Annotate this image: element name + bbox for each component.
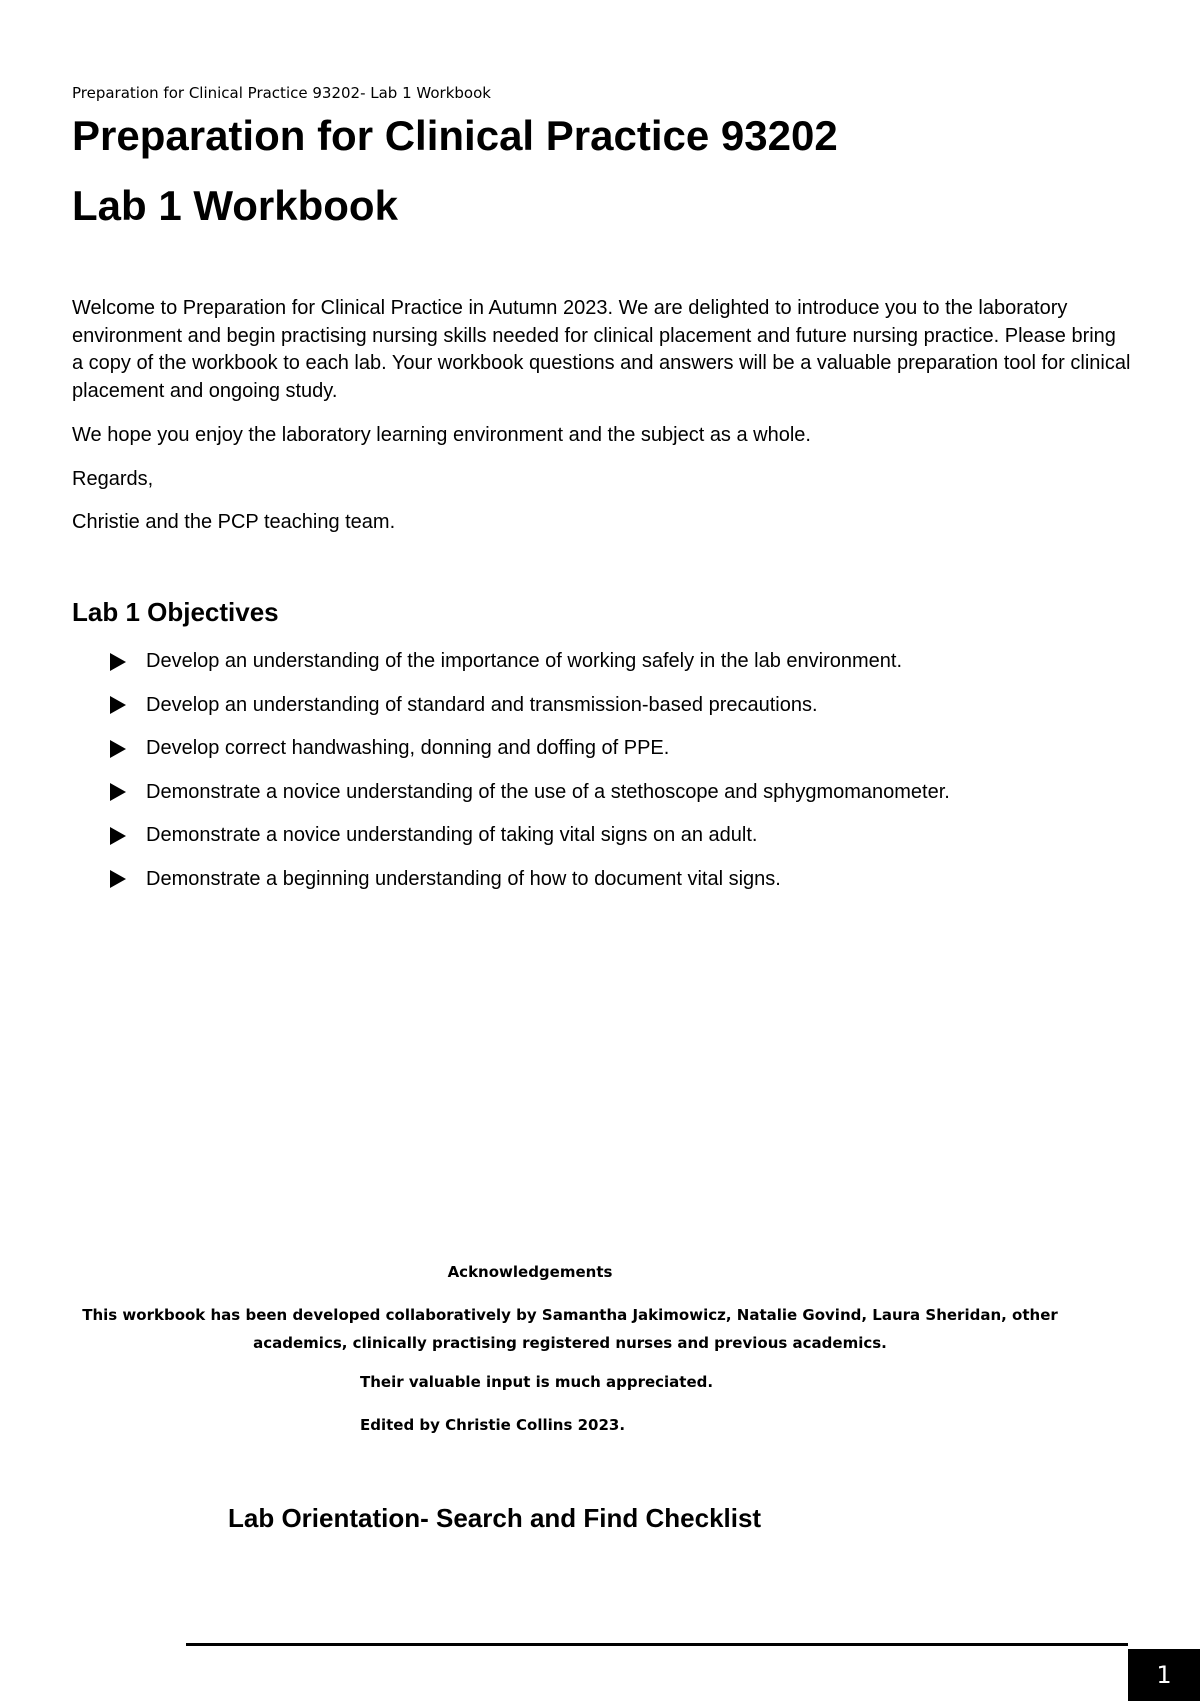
hope-paragraph: We hope you enjoy the laboratory learning environment and the subject as a whole.: [72, 424, 811, 446]
objective-text: Develop an understanding of standard and transmission-based precautions.: [146, 693, 818, 716]
objectives-list: [110, 648, 950, 909]
objective-text: Develop an understanding of the importance of working safely in the lab environment.: [146, 650, 903, 672]
triangle-bullet-icon: [110, 696, 126, 714]
objective-text: Demonstrate a beginning understanding of how to document vital signs.: [146, 867, 781, 890]
objective-item: [110, 822, 950, 849]
triangle-bullet-icon: [110, 870, 126, 888]
welcome-paragraph: Welcome to Preparation for Clinical Practice in Autumn 2023. We are delighted to introduce you to the laboratory environment and begin practising nursing skills needed for clinical placement and future nursing practice. Please bring a copy of the workbook to each lab. Your workbook questions and answers will be a valuable preparation tool for clinical placement and ongoing study.: [72, 297, 1131, 402]
objective-item: [110, 866, 950, 893]
objective-text: Demonstrate a novice understanding of taking vital signs on an adult.: [146, 824, 758, 846]
regards-line: Regards,: [72, 468, 154, 490]
objective-text: Demonstrate a novice understanding of the use of a stethoscope and sphygmomanometer.: [146, 780, 950, 803]
running-header: Preparation for Clinical Practice 93202- Lab 1 Workbook: [72, 84, 491, 102]
objective-item: [110, 735, 950, 762]
triangle-bullet-icon: [110, 653, 126, 671]
footer-divider: [186, 1643, 1128, 1646]
acknowledgements-body: This workbook has been developed collaboratively by Samantha Jakimowicz, Natalie Govind, Laura Sheridan, other academics, clinically practising registered nurses and previous academics.: [82, 1306, 1058, 1352]
objective-text: Develop correct handwashing, donning and doffing of PPE.: [146, 737, 670, 759]
objective-item: [110, 692, 950, 719]
page-number: 1: [1156, 1661, 1172, 1689]
document-title-line-2: Lab 1 Workbook: [72, 182, 398, 229]
acknowledgements-thanks: Their valuable input is much appreciated.: [360, 1373, 714, 1391]
objectives-heading: Lab 1 Objectives: [72, 597, 279, 627]
objective-item: [110, 648, 950, 675]
triangle-bullet-icon: [110, 783, 126, 801]
document-title-line-1: Preparation for Clinical Practice 93202: [72, 112, 838, 159]
lab-orientation-heading: Lab Orientation- Search and Find Checklist: [228, 1503, 762, 1533]
acknowledgements-edited: Edited by Christie Collins 2023.: [360, 1416, 626, 1434]
signoff-line: Christie and the PCP teaching team.: [72, 511, 396, 533]
page-number-badge: [1128, 1649, 1200, 1701]
objective-item: [110, 779, 950, 806]
triangle-bullet-icon: [110, 740, 126, 758]
acknowledgements-heading: Acknowledgements: [447, 1263, 613, 1281]
triangle-bullet-icon: [110, 827, 126, 845]
